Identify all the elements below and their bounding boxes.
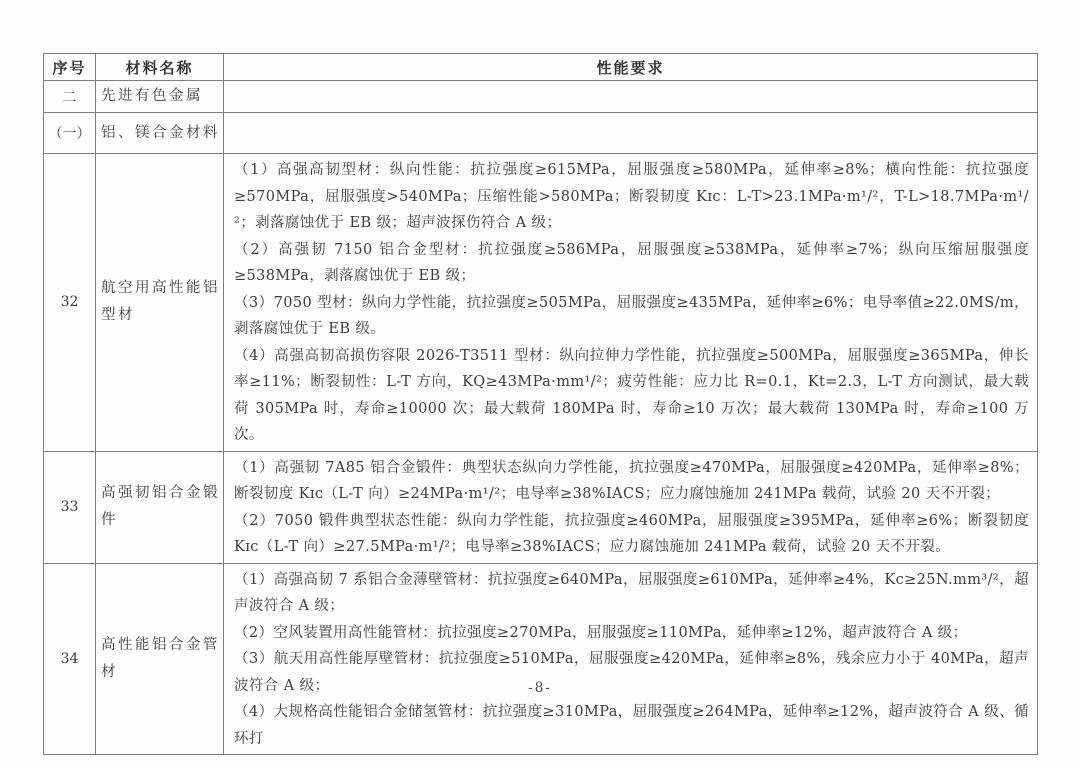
perf-item: （1）高强高韧 7 系铝合金薄壁管材：抗拉强度≥640MPa，屈服强度≥610MPa，延伸率≥4%，Kc≥25N.mm³/²，超声波符合 A 级； — [234, 571, 1029, 614]
table-row — [44, 113, 1038, 154]
perf-item: （1）高强高韧型材：纵向性能：抗拉强度≥615MPa，屈服强度≥580MPa，延伸率≥8%；横向性能：抗拉强度≥570MPa，屈服强度>540MPa；压缩性能>580MPa；断裂韧度 Kɪᴄ：L-T>23.1MPa·m¹/²，T-L>18.7MPa·m¹/²；剥落腐蚀优于 EB 级；超声波探伤符合 A 级； — [234, 162, 1029, 231]
table-row — [44, 81, 1038, 113]
performance-cell — [224, 451, 1038, 563]
perf-item: （2）高强韧 7150 铝合金型材：抗拉强度≥586MPa，屈服强度≥538MPa，延伸率≥7%；纵向压缩屈服强度≥538MPa，剥落腐蚀优于 EB 级； — [234, 241, 1029, 284]
row-number-cell: 34 — [44, 563, 96, 755]
material-name-cell: 铝、镁合金材料 — [96, 113, 224, 154]
table-header-row — [44, 54, 1038, 81]
perf-item: （4）高强高韧高损伤容限 2026-T3511 型材：纵向拉伸力学性能，抗拉强度≥500MPa，屈服强度≥365MPa，伸长率≥11%；断裂韧性：L-T 方向，KQ≥43MPa·mm¹/²；疲劳性能：应力比 R=0.1，Kt=2.3，L-T 方向测试，最大载荷 305MPa 时，寿命≥10000 次；最大载荷 180MPa 时，寿命≥10 万次；最大载荷 130MPa 时，寿命≥100 万次。 — [234, 347, 1029, 443]
page-number: -8- — [528, 680, 552, 696]
table-row — [44, 563, 1038, 755]
material-name-cell: 高性能铝合金管材 — [96, 563, 224, 755]
table-row — [44, 451, 1038, 563]
perf-item: （2）7050 锻件典型状态性能：纵向力学性能，抗拉强度≥460MPa，屈服强度≥395MPa，延伸率≥6%；断裂韧度 Kɪᴄ（L-T 向）≥27.5MPa·m¹/²；电导率≥38%IACS；应力腐蚀施加 241MPa 载荷，试验 20 天不开裂。 — [234, 512, 1029, 555]
materials-table — [43, 53, 1038, 755]
performance-cell — [224, 81, 1038, 113]
perf-item: （3）航天用高性能厚壁管材：抗拉强度≥510MPa，屈服强度≥420MPa，延伸率≥8%，残余应力小于 40MPa，超声波符合 A 级； — [234, 651, 1029, 694]
perf-item: （1）高强韧 7A85 铝合金锻件：典型状态纵向力学性能，抗拉强度≥470MPa，屈服强度≥420MPa，延伸率≥8%；断裂韧度 Kɪᴄ（L-T 向）≥24MPa·m¹/²；电导率≥38%IACS；应力腐蚀施加 241MPa 载荷，试验 20 天不开裂； — [234, 459, 1029, 502]
header-cell-material-name: 材料名称 — [96, 54, 224, 81]
row-number-cell: 32 — [44, 154, 96, 452]
table-row — [44, 154, 1038, 452]
performance-cell — [224, 563, 1038, 755]
header-cell-number: 序号 — [44, 54, 96, 81]
row-number-cell: 二 — [44, 81, 96, 113]
perf-item: （2）空风装置用高性能管材：抗拉强度≥270MPa，屈服强度≥110MPa，延伸率≥12%，超声波符合 A 级； — [234, 624, 968, 641]
perf-item: （4）大规格高性能铝合金储氢管材：抗拉强度≥310MPa，屈服强度≥264MPa，延伸率≥12%，超声波符合 A 级、循环打 — [234, 704, 1029, 747]
material-name-cell: 高强韧铝合金锻件 — [96, 451, 224, 563]
perf-item: （3）7050 型材：纵向力学性能，抗拉强度≥505MPa，屈服强度≥435MPa，延伸率≥6%；电导率值≥22.0MS/m，剥落腐蚀优于 EB 级。 — [234, 294, 1029, 337]
material-name-cell: 航空用高性能铝型材 — [96, 154, 224, 452]
performance-cell — [224, 154, 1038, 452]
header-cell-performance: 性能要求 — [224, 54, 1038, 81]
row-number-cell: （一） — [44, 113, 96, 154]
row-number-cell: 33 — [44, 451, 96, 563]
material-name-cell: 先进有色金属 — [96, 81, 224, 113]
performance-cell — [224, 113, 1038, 154]
